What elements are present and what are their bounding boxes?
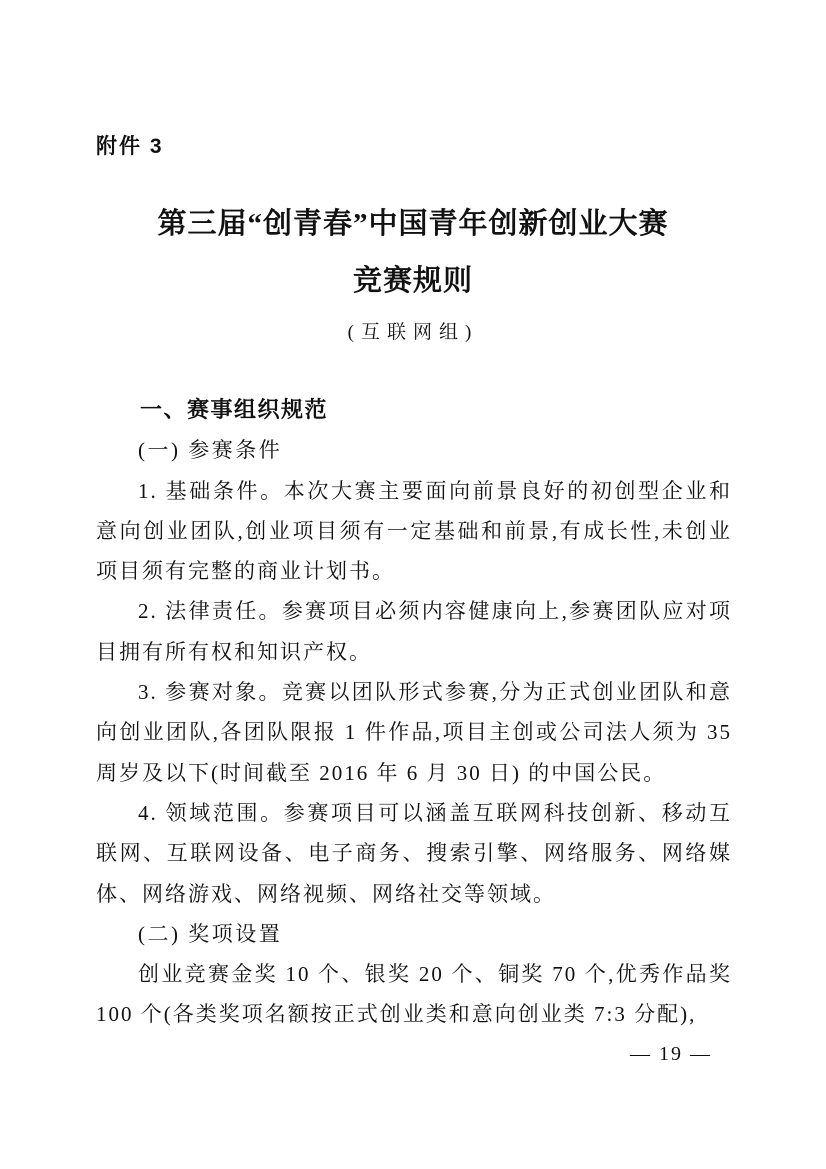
subsection-heading-awards: (二) 奖项设置 (138, 921, 283, 946)
paragraph-legal-responsibility: 2. 法律责任。参赛项目必须内容健康向上,参赛团队应对项目拥有所有权和知识产权。 (96, 599, 732, 664)
paragraph-participants: 3. 参赛对象。竞赛以团队形式参赛,分为正式创业团队和意向创业团队,各团队限报 1 件作品,项目主创或公司法人须为 35 周岁及以下(时间截至 2016 年 6 月 30 日) 的中国公民。 (96, 680, 732, 785)
document-body (96, 390, 732, 1035)
document-subtitle: (互联网组) (347, 322, 479, 343)
paragraph-basic-conditions: 1. 基础条件。本次大赛主要面向前景良好的初创型企业和意向创业团队,创业项目须有一定基础和前景,有成长性,未创业项目须有完整的商业计划书。 (96, 478, 732, 584)
paragraph-awards: 创业竞赛金奖 10 个、银奖 20 个、铜奖 70 个,优秀作品奖 100 个(各类奖项名额按正式创业类和意向创业类 7:3 分配), (96, 962, 732, 1027)
title-block (0, 206, 826, 344)
document-title-line2: 竞赛规则 (352, 265, 473, 297)
paragraph-domain-scope: 4. 领域范围。参赛项目可以涵盖互联网科技创新、移动互联网、互联网设备、电子商务、搜索引擎、网络服务、网络媒体、网络游戏、网络视频、网络社交等领域。 (96, 800, 732, 906)
attachment-label: 附件 3 (96, 135, 164, 158)
page-number: — 19 — (630, 1043, 712, 1065)
document-title-line1: 第三届“创青春”中国青年创新创业大赛 (157, 208, 669, 240)
subsection-heading-entry-conditions: (一) 参赛条件 (138, 438, 283, 463)
section-heading-competition-organization: 一、赛事组织规范 (140, 397, 329, 422)
